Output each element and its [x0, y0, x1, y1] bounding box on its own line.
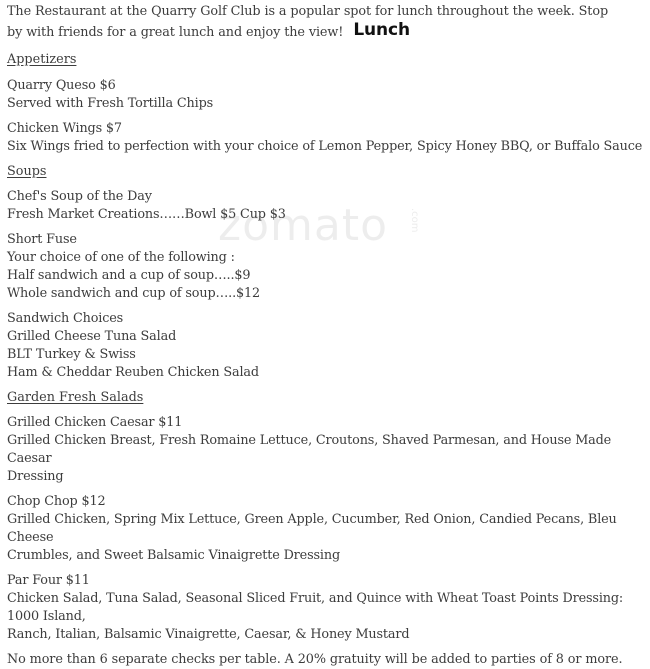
section-heading-salads: Garden Fresh Salads: [7, 390, 144, 405]
item-title: Chef's Soup of the Day: [7, 189, 152, 204]
menu-item-sandwich-choices: [7, 310, 643, 382]
item-title: Sandwich Choices: [7, 311, 124, 326]
menu-item-grilled-chicken-caesar: [7, 414, 643, 486]
item-title: Quarry Queso $6: [7, 78, 116, 93]
item-description: Your choice of one of the following :: [7, 250, 235, 265]
item-title: Chicken Wings $7: [7, 121, 122, 136]
item-description: Grilled Cheese Tuna Salad: [7, 329, 177, 344]
item-description: Ranch, Italian, Balsamic Vinaigrette, Caesar, & Honey Mustard: [7, 627, 410, 642]
menu-item-chicken-wings: [7, 120, 643, 156]
item-description: Grilled Chicken Breast, Fresh Romaine Lettuce, Croutons, Shaved Parmesan, and House Made Caesar: [7, 433, 612, 466]
footer-note: No more than 6 separate checks per table. A 20% gratuity will be added to parties of 8 or more.: [7, 652, 623, 667]
watermark-suffix: .com: [409, 208, 420, 233]
intro-paragraph: [7, 3, 619, 42]
menu-item-par-four: [7, 572, 643, 644]
item-description: Grilled Chicken, Spring Mix Lettuce, Green Apple, Cucumber, Red Onion, Candied Pecans, Bleu Cheese: [7, 512, 617, 545]
item-description: Whole sandwich and cup of soup…..$12: [7, 286, 260, 301]
item-description: Dressing: [7, 469, 64, 484]
intro-text: The Restaurant at the Quarry Golf Club is a popular spot for lunch throughout the week. Stop by with friends for a great lunch and enjoy the view!: [7, 4, 609, 40]
section-heading-soups: Soups: [7, 164, 47, 179]
zomato-watermark: zomato: [218, 200, 389, 251]
item-description: Served with Fresh Tortilla Chips: [7, 96, 214, 111]
item-description: Chicken Salad, Tuna Salad, Seasonal Sliced Fruit, and Quince with Wheat Toast Points Dressing: 1000 Island,: [7, 591, 624, 624]
section-heading-appetizers: Appetizers: [7, 52, 77, 67]
item-description: Crumbles, and Sweet Balsamic Vinaigrette Dressing: [7, 548, 340, 563]
item-description: Ham & Cheddar Reuben Chicken Salad: [7, 365, 259, 380]
menu-item-chop-chop: [7, 493, 643, 565]
item-title: Grilled Chicken Caesar $11: [7, 415, 183, 430]
item-title: Par Four $11: [7, 573, 90, 588]
item-description: Half sandwich and a cup of soup…..$9: [7, 268, 251, 283]
menu-item-quarry-queso: [7, 77, 643, 113]
item-description: Six Wings fried to perfection with your choice of Lemon Pepper, Spicy Honey BBQ, or Buffalo Sauce: [7, 139, 643, 154]
menu-title: Lunch: [353, 20, 411, 40]
item-title: Short Fuse: [7, 232, 77, 247]
lunch-menu: [7, 3, 643, 669]
item-description: BLT Turkey & Swiss: [7, 347, 136, 362]
menu-item-chefs-soup: [7, 188, 643, 224]
menu-item-short-fuse: [7, 231, 643, 303]
item-title: Chop Chop $12: [7, 494, 106, 509]
item-description: Fresh Market Creations……Bowl $5 Cup $3: [7, 207, 286, 222]
